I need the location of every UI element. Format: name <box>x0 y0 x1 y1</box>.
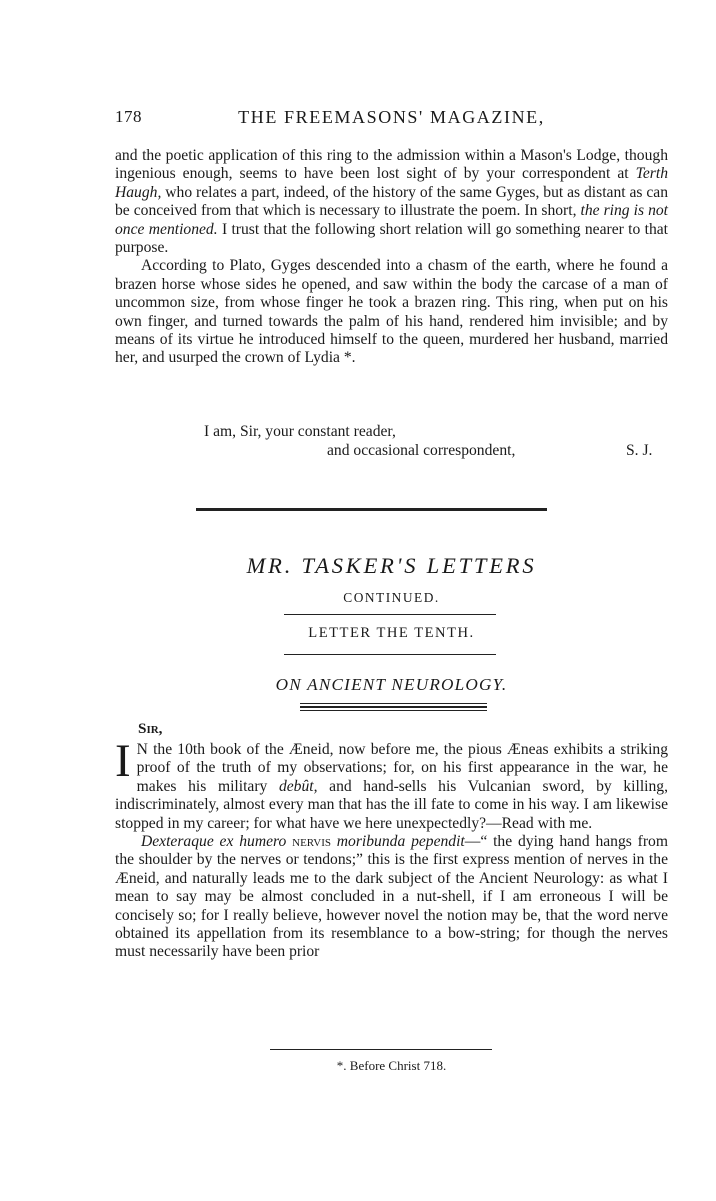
previous-letter-text <box>115 147 668 368</box>
drop-cap: I <box>115 735 131 787</box>
article-title: MR. TASKER'S LETTERS <box>246 553 537 578</box>
letter-paragraph-2: Dexteraque ex humero nervis moribunda pependit—“ the dying hand hangs from the shoulder by the nerves or tendons;” this is the first express mention of nerves in the Æneid, and naturally leads me to the dark subject of the Ancient Neurology: as what I mean to say may be almost concluded in a nut-shell, if I am erroneous I will be concisely so; for I really believe, however novel the notion may be, that the word nerve obtained its appellation from its resemblance to a bow-string; for though the nerves must necessarily have been prior <box>115 833 668 961</box>
latin-keyword: nervis <box>292 833 331 851</box>
letter-paragraph-1: I N the 10th book of the Æneid, now before me, the pious Æneas exhibits a striking proof of the truth of my observations; for, on his first appearance in the war, he makes his military debût, and hand-sells his Vulcanian sword, by killing, indiscriminately, almost every man that has the ill fate to come in his way. I am likewise stopped in my career; for what have we here unexpectedly?—Read with me. <box>115 735 668 832</box>
ornamental-rule <box>300 706 487 708</box>
section-heading: ON ANCIENT NEUROLOGY. <box>275 675 508 694</box>
running-head <box>115 107 668 131</box>
article-subtitle: CONTINUED. <box>343 590 440 605</box>
latin-quote-end: moribunda pependit <box>336 833 465 851</box>
letter-body <box>115 735 668 962</box>
section-divider <box>196 508 547 511</box>
footnote: *. Before Christ 718. <box>336 1058 447 1073</box>
footnote-rule <box>270 1049 492 1050</box>
previous-letter-paragraph-2: According to Plato, Gyges descended into a chasm of the earth, where he found a brazen horse whose sides he opened, and saw within the body the carcase of a man of uncommon size, from whose finger he took a brazen ring. This ring, when put on his own finger, and turned towards the palm of his hand, rendered him invisible; and by means of its virtue he introduced himself to the queen, murdered her husband, married her, and usurped the crown of Lydia *. <box>115 257 668 367</box>
previous-letter-paragraph-1: and the poetic application of this ring to the admission within a Mason's Lodge, though ingenious enough, seems to have been lost sight of by your correspondent at Terth Haugh, who relates a part, indeed, of the history of the same Gyges, but as distant as can be conceived from that which is necessary to illustrate the poem. In short, the ring is not once mentioned. I trust that the following short relation will go something nearer to that purpose. <box>115 147 669 257</box>
latin-quote: Dexteraque ex humero <box>141 833 287 851</box>
heading-rule-bottom <box>284 654 496 655</box>
signature: S. J. <box>626 442 653 459</box>
debut-word: debût, <box>278 777 318 795</box>
signoff-line-2: and occasional correspondent, S. J. <box>327 442 653 459</box>
magazine-title: THE FREEMASONS' MAGAZINE, <box>238 107 545 127</box>
place-name: Terth Haugh, <box>115 165 668 201</box>
salutation: Sir, <box>138 720 163 737</box>
signoff-line-1: I am, Sir, your constant reader, <box>204 423 396 440</box>
heading-rule-top <box>284 614 496 615</box>
ornamental-rule <box>300 703 487 704</box>
ornamental-rule <box>300 710 487 711</box>
emphasis-text: the ring is not once mentioned. <box>115 202 669 238</box>
letter-heading: LETTER THE TENTH. <box>308 625 475 641</box>
page-number: 178 <box>115 107 142 126</box>
